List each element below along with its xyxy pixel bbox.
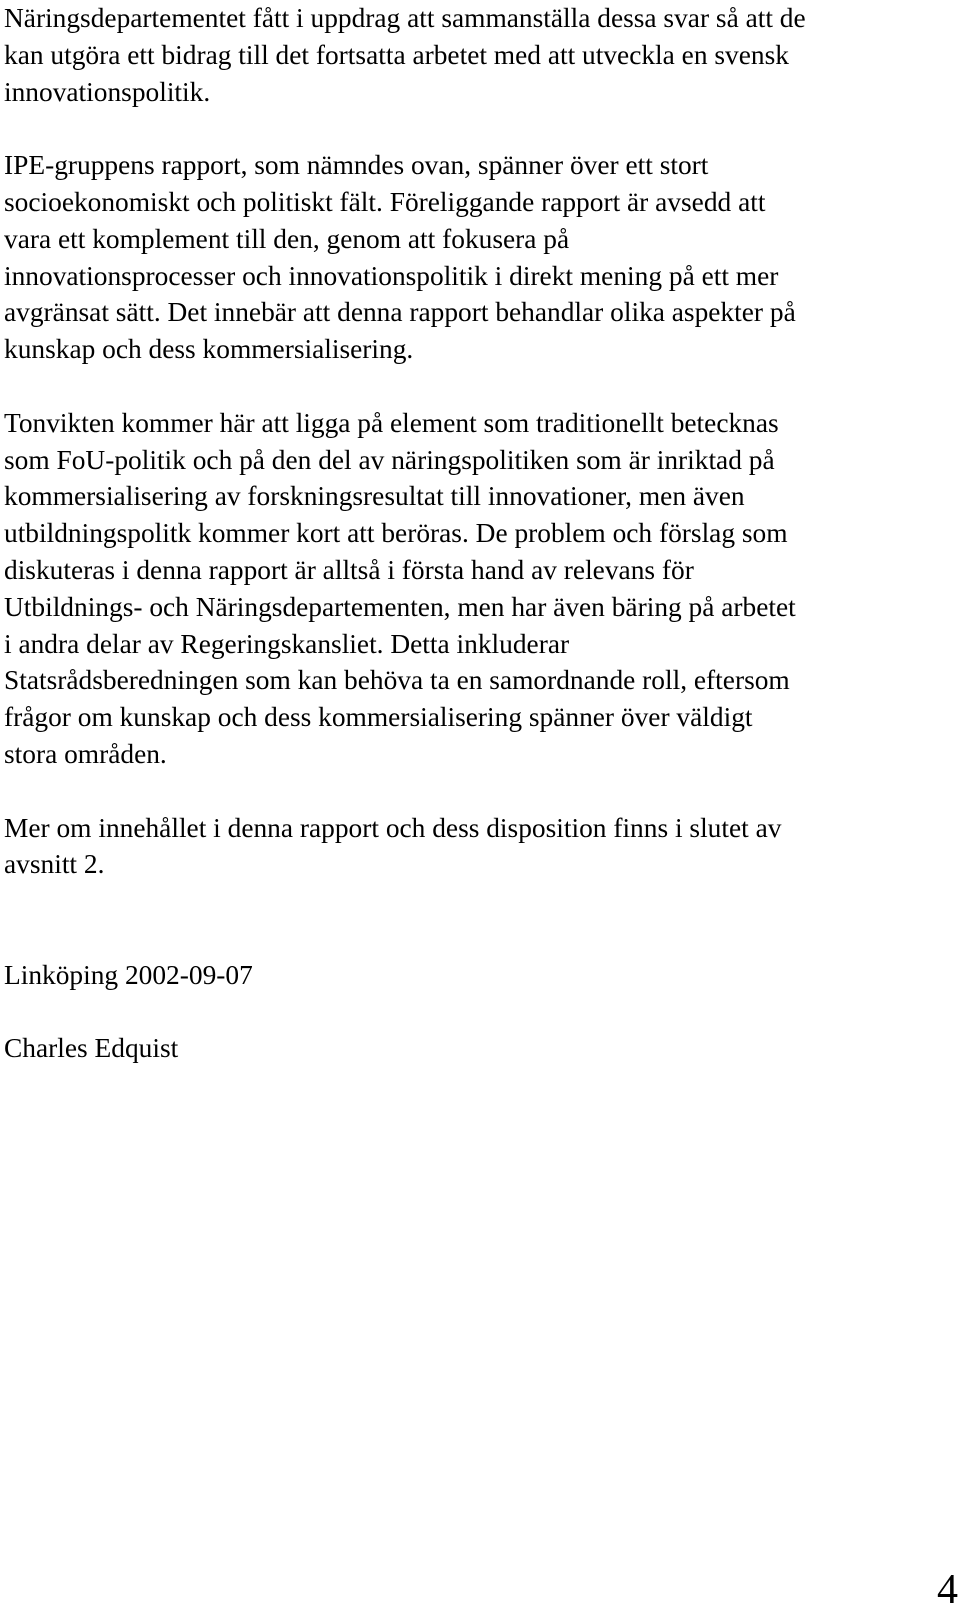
text-line: diskuteras i denna rapport är alltså i första hand av relevans för: [4, 554, 694, 585]
text-line: kommersialisering av forskningsresultat till innovationer, men även: [4, 481, 745, 512]
page-number: 4: [937, 1567, 958, 1613]
text-line: utbildningspolitk kommer kort att beröras. De problem och förslag som: [4, 518, 788, 549]
text-line: Näringsdepartementet fått i uppdrag att sammanställa dessa svar så att de: [4, 3, 806, 33]
text-line: vara ett komplement till den, genom att fokusera på: [4, 223, 570, 254]
signature-place-date: [4, 957, 954, 994]
text-line: kan utgöra ett bidrag till det fortsatta arbetet med att utveckla en svensk: [4, 39, 789, 70]
text-line: kunskap och dess kommersialisering.: [4, 334, 414, 365]
text-line: avsnitt 2.: [4, 849, 105, 880]
paragraph-gap: [4, 994, 954, 1031]
text-line: som FoU-politik och på den del av näringspolitiken som är inriktad på: [4, 444, 775, 475]
paragraph-gap: [4, 110, 954, 147]
place-date: Linköping 2002-09-07: [4, 959, 253, 990]
paragraph-intro: [4, 0, 954, 110]
text-line: innovationsprocesser och innovationspolitik i direkt mening på ett mer: [4, 260, 779, 291]
text-line: frågor om kunskap och dess kommersialisering spänner över väldigt: [4, 702, 753, 733]
text-line: i andra delar av Regeringskansliet. Detta inkluderar: [4, 628, 570, 659]
text-line: Statsrådsberedningen som kan behöva ta en samordnande roll, eftersom: [4, 665, 790, 696]
text-line: socioekonomiskt och politiskt fält. Föreliggande rapport är avsedd att: [4, 186, 766, 217]
text-line: Tonvikten kommer här att ligga på element som traditionellt betecknas: [4, 407, 779, 438]
document-page: [4, 0, 954, 1067]
paragraph-ipe-report: [4, 147, 954, 368]
text-line: Utbildnings- och Näringsdepartementen, men har även bäring på arbetet: [4, 591, 796, 622]
paragraph-more-info: [4, 810, 954, 884]
text-line: innovationspolitik.: [4, 76, 211, 107]
text-line: IPE-gruppens rapport, som nämndes ovan, spänner över ett stort: [4, 150, 709, 181]
text-line: Mer om innehållet i denna rapport och dess disposition finns i slutet av: [4, 812, 782, 843]
paragraph-gap: [4, 368, 954, 405]
text-line: avgränsat sätt. Det innebär att denna rapport behandlar olika aspekter på: [4, 297, 796, 328]
paragraph-gap: [4, 773, 954, 810]
signature-author: [4, 1030, 954, 1067]
paragraph-focus: [4, 405, 954, 773]
author-name: Charles Edquist: [4, 1033, 179, 1064]
text-line: stora områden.: [4, 738, 167, 769]
paragraph-gap: [4, 883, 954, 957]
